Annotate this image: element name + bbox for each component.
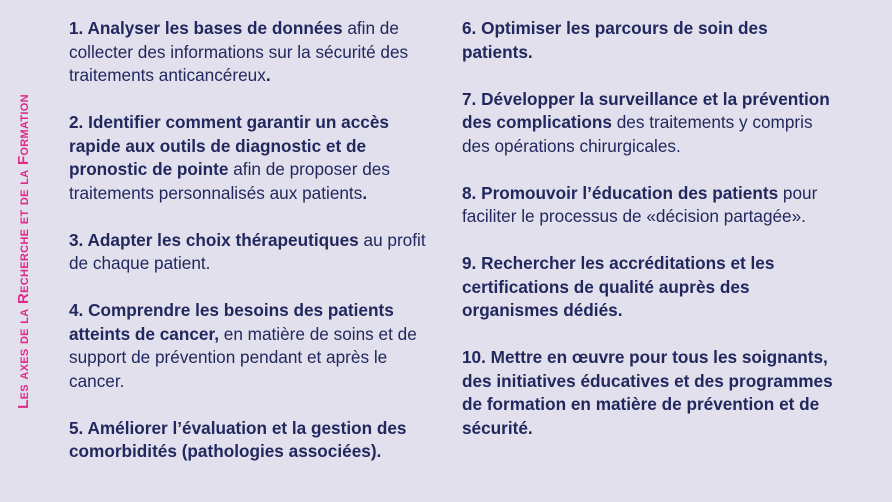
axis-item-1: [69, 17, 441, 88]
axis-item-8: [462, 182, 834, 229]
axis-item-8-bold: 8. Promouvoir l’éducation des patients: [462, 182, 779, 203]
axis-item-5-bold: 5. Améliorer l’évaluation et la gestion des comorbidités (pathologies associées).: [69, 417, 407, 461]
axis-item-10-bold: 10. Mettre en œuvre pour tous les soignants, des initiatives éducatives et des programmes de formation en matière de prévention et de sécurité.: [462, 347, 833, 438]
axis-item-7-text: des traitements y compris des opérations chirurgicales.: [462, 112, 813, 156]
axis-item-1-tail: .: [265, 65, 271, 85]
axis-item-8-text: pour faciliter le processus de «décision partagée».: [462, 182, 818, 226]
side-title: Les axes de la Recherche et de la Formation: [14, 93, 32, 409]
axis-item-4-bold: 4. Comprendre les besoins des patients atteints de cancer,: [69, 300, 394, 344]
axis-item-3-text: au profit de chaque patient.: [69, 229, 426, 273]
right-column: [462, 17, 834, 440]
axis-item-9: [462, 252, 834, 323]
axis-item-4-text: en matière de soins et de support de prévention pendant et après le cancer.: [69, 323, 417, 391]
axis-item-3-bold: 3. Adapter les choix thérapeutiques: [69, 229, 359, 250]
axis-item-2-text: afin de proposer des traitements personnalisés aux patients: [69, 159, 390, 203]
axis-item-6: [462, 17, 834, 64]
axis-item-1-text: afin de collecter des informations sur la sécurité des traitements anticancéreux: [69, 18, 409, 85]
axis-item-4: [69, 299, 441, 393]
axis-item-5: [69, 417, 441, 464]
axis-item-2: [69, 111, 441, 205]
axis-item-1-bold: 1. Analyser les bases de données: [69, 18, 343, 38]
axis-item-3: [69, 229, 441, 276]
side-title-container: [8, 20, 38, 482]
axis-item-6-bold: 6. Optimiser les parcours de soin des patients.: [462, 18, 768, 62]
axis-item-2-tail: .: [362, 182, 368, 203]
axis-item-9-bold: 9. Rechercher les accréditations et les certifications de qualité auprès des organismes dédiés.: [462, 253, 775, 320]
axis-item-10: [462, 346, 834, 440]
axis-item-7: [462, 88, 834, 159]
left-column: [69, 17, 441, 464]
axis-item-7-bold: 7. Développer la surveillance et la prévention des complications: [462, 88, 830, 132]
axis-item-2-bold: 2. Identifier comment garantir un accès rapide aux outils de diagnostic et de pronostic de pointe: [69, 112, 389, 179]
